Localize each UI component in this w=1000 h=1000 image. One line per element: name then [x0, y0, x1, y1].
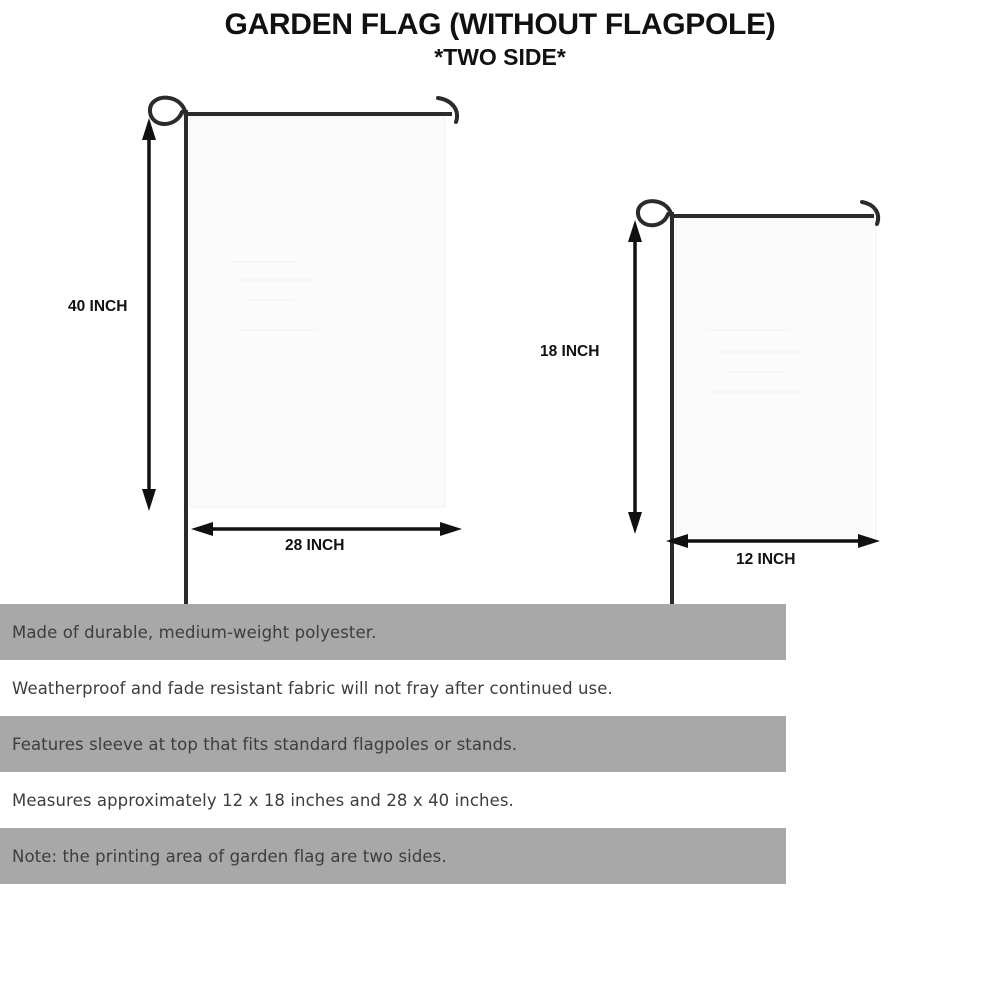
- title-main-text: GARDEN FLAG (WITHOUT FLAGPOLE): [224, 8, 776, 41]
- large-flag-pole-hook-icon: [150, 98, 186, 124]
- small-flag-pole-hook-icon: [638, 201, 672, 225]
- feature-text: Measures approximately 12 x 18 inches and 28 x 40 inches.: [12, 790, 514, 810]
- feature-text: Made of durable, medium-weight polyester.: [12, 622, 377, 642]
- large-flag-height-label: 40 INCH: [68, 298, 128, 315]
- title-sub-text: *TWO SIDE*: [434, 43, 566, 70]
- large-flag-height-dimension: [142, 118, 156, 511]
- small-flag-width-label: 12 INCH: [736, 551, 796, 568]
- small-flag-cloth: [676, 218, 876, 540]
- list-item: [0, 604, 786, 660]
- list-item: [0, 772, 786, 828]
- large-flag-width-label: 28 INCH: [285, 537, 345, 554]
- list-item: [0, 828, 786, 884]
- small-flag-height-dimension: [628, 220, 642, 534]
- large-flag-cloth: [190, 117, 445, 507]
- feature-list: [0, 604, 786, 884]
- large-flag-group: [142, 98, 462, 610]
- small-flag-height-label: 18 INCH: [540, 343, 600, 360]
- feature-text: Note: the printing area of garden flag are two sides.: [12, 846, 447, 866]
- feature-text: Features sleeve at top that fits standard flagpoles or stands.: [12, 734, 518, 754]
- feature-text: Weatherproof and fade resistant fabric will not fray after continued use.: [12, 678, 613, 698]
- large-flag-width-dimension: [191, 522, 462, 536]
- list-item: [0, 660, 786, 716]
- list-item: [0, 716, 786, 772]
